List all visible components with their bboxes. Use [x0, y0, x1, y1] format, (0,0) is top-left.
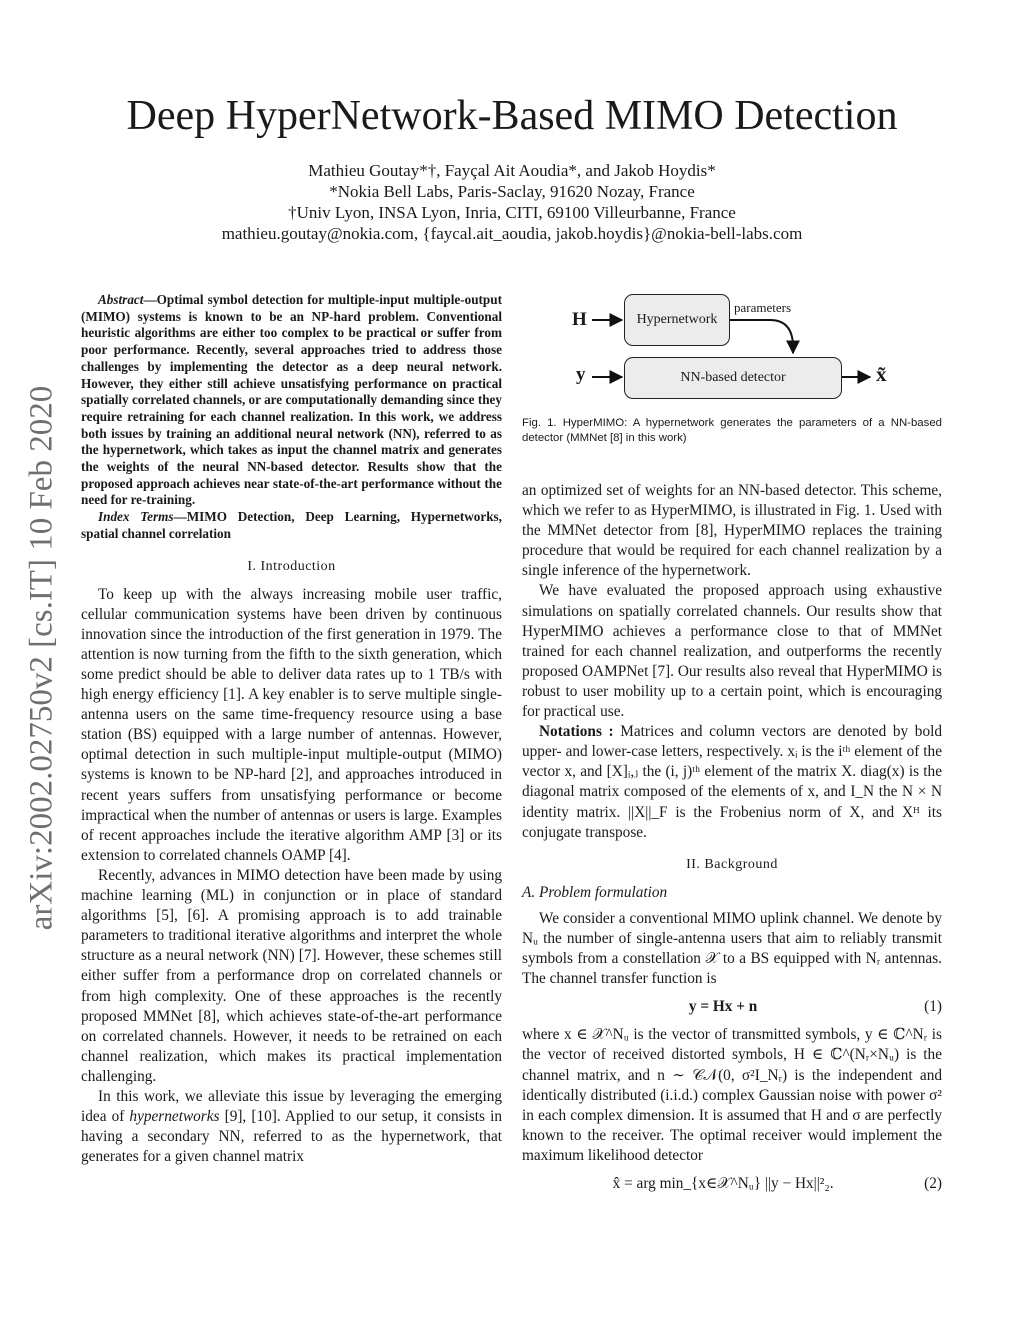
- equation-2: [522, 1174, 942, 1194]
- hypernetwork-box: Hypernetwork: [624, 294, 730, 346]
- equation-1-number: (1): [924, 998, 942, 1016]
- intro-paragraph-3: [81, 1087, 502, 1167]
- notations-label: Notations :: [539, 723, 614, 741]
- arrow-parameters: [730, 320, 793, 353]
- abstract: [81, 292, 502, 509]
- fig-input-y: y: [576, 364, 586, 385]
- notations-paragraph: [522, 722, 942, 843]
- right-paragraph-1: an optimized set of weights for an NN-based detector. This scheme, which we refer to as HyperMIMO, is illustrated in Fig. 1. Used with the MMNet detector from [8], HyperMIMO replaces the training procedure that would be required for each channel realization by a single inference of the hypernetwork.: [522, 482, 942, 580]
- section-heading-introduction: I. Introduction: [247, 558, 336, 574]
- intro-paragraph-1: To keep up with the always increasing mobile user traffic, cellular communication systems have been driven by continuous innovation since the introduction of the first generation in 1979. The attention is now turning from the fifth to the sixth generation, which some predict should be able to deliver data rates up to 1 TB/s with high energy efficiency [1]. A key enabler is to serve multiple single-antenna users on the same time-frequency resource using a base station (BS) equipped with a large number of antennas. However, optimal detection in such multiple-input multiple-output (MIMO) systems is known to be NP-hard [2], and approaches introduced in recent years suffers from unsatisfying performance or become impractical when the number of antennas or users is large. Examples of recent approaches include the iterative algorithm AMP [3] or its extension to correlated channels OAMP [4].: [81, 585, 502, 864]
- index-terms: [81, 509, 502, 542]
- intro-p3-emphasis: hypernetworks: [129, 1108, 220, 1126]
- paper-title: Deep HyperNetwork-Based MIMO Detection: [126, 93, 898, 139]
- author-emails: mathieu.goutay@nokia.com, {faycal.ait_aoudia, jakob.hoydis}@nokia-bell-labs.com: [221, 224, 803, 243]
- arxiv-id: arXiv:2002.02750v2 [cs.IT] 10 Feb 2020: [23, 385, 60, 931]
- figure-caption: Fig. 1. HyperMIMO: A hypernetwork generates the parameters of a NN-based detector (MMNet [8] in this work): [522, 417, 942, 444]
- equation-2-body: x̂ = arg min_{x∈𝒳^Nᵤ} ||y − Hx||²₂.: [612, 1175, 834, 1192]
- author-block: [0, 160, 1024, 244]
- right-column: [522, 481, 942, 1202]
- background-paragraph-2: where x ∈ 𝒳^Nᵤ is the vector of transmitted symbols, y ∈ ℂ^Nᵣ is the vector of received distorted symbols, H ∈ ℂ^(Nᵣ×Nᵤ) is the channel matrix, and n ∼ 𝒞𝒩(0, σ²I_Nᵣ) is the independent and identically distributed (i.i.d.) complex Gaussian noise with power σ² in each complex dimension. It is assumed that H and σ are perfectly known to the receiver. The optimal receiver would implement the maximum likelihood detector: [522, 1026, 942, 1164]
- equation-1-body: y = Hx + n: [688, 998, 758, 1016]
- affiliation-1: *Nokia Bell Labs, Paris-Saclay, 91620 Nozay, France: [329, 182, 695, 201]
- intro-paragraph-2: Recently, advances in MIMO detection have been made by using machine learning (ML) in conjunction or in place of standard algorithms [5], [6]. A promising approach is to add trainable parameters to traditional iterative algorithms and interpret the whole structure as a neural network (NN) [7]. However, these schemes still either suffer from a performance drop on correlated channels or from high complexity. One of these approaches is the recently proposed MMNet [8], which achieves state-of-the-art performance on correlated channels. However, it needs to be retrained on each channel realization, which makes its practical implementation challenging.: [81, 866, 502, 1085]
- background-paragraph-1: We consider a conventional MIMO uplink channel. We denote by Nᵤ the number of single-antenna users that aim to reliably transmit symbols from a constellation 𝒳 to a BS equipped with Nᵣ antennas. The channel transfer function is: [522, 909, 942, 988]
- abstract-label: Abstract: [98, 292, 144, 307]
- fig-parameters-label: parameters: [734, 300, 792, 315]
- abstract-text: —Optimal symbol detection for multiple-input multiple-output (MIMO) systems is known to be an NP-hard problem. Conventional heuristic algorithms are either too complex to be practical or suffer from poor performance. Recently, several approaches tried to address those challenges by implementing the detector as a deep neural network. However, they either still achieve unsatisfying performance on practical spatially correlated channels, or are computationally demanding since they require retraining for each channel realization. In this work, we address both issues by training an additional neural network (NN), referred to as the hypernetwork, which takes as input the channel matrix and generates the weights of the neural NN-based detector. Results show that the proposed approach achieves near state-of-the-art performance without the need for re-training.: [81, 292, 502, 508]
- index-terms-label: Index Terms: [98, 509, 174, 525]
- equation-2-number: (2): [924, 1175, 942, 1192]
- fig-input-h: H: [572, 309, 587, 330]
- intro-p3-end: [9], [10]. Applied to our setup, it consists in having a secondary NN, referred to as the hypernetwork, that generates for a given channel matrix: [81, 1108, 503, 1166]
- notations-text: Matrices and column vectors are denoted by bold upper- and lower-case letters, respectively. xᵢ is the iᵗʰ element of the vector x, and [X]ᵢ,ⱼ the (i, j)ᵗʰ element of the matrix X. diag(x) is the diagonal matrix composed of the elements of x, and I_N the N × N identity matrix. ||X||_F is the Frobenius norm of X, and Xᴴ its conjugate transpose.: [522, 723, 942, 841]
- equation-1: [522, 997, 942, 1017]
- figure-hypermimo: [560, 285, 910, 405]
- section-heading-background: II. Background: [686, 856, 778, 872]
- right-paragraph-2: We have evaluated the proposed approach using exhaustive simulations on spatially correlated channels. Our results show that HyperMIMO achieves a performance close to that of MMNet trained for each channel realization, and outperforms the recently proposed OAMPNet [7]. Our results also reveal that HyperMIMO is robust to user mobility up to a certain point, which is encouraging for practical use.: [522, 582, 942, 721]
- intro-p3-start: In this work, we alleviate this issue by leveraging the emerging idea of: [81, 1087, 502, 1126]
- affiliation-2: †Univ Lyon, INSA Lyon, Inria, CITI, 69100 Villeurbanne, France: [288, 203, 736, 222]
- fig-output-x: x̃: [876, 362, 887, 386]
- index-terms-text: —MIMO Detection, Deep Learning, Hypernetworks, spatial channel correlation: [81, 509, 502, 541]
- subsection-heading: A. Problem formulation: [522, 883, 668, 901]
- author-names: Mathieu Goutay*†, Fayçal Ait Aoudia*, and Jakob Hoydis*: [308, 161, 716, 180]
- detector-box: NN-based detector: [624, 357, 842, 399]
- left-column: [81, 292, 502, 1167]
- arxiv-stamp: [22, 368, 62, 948]
